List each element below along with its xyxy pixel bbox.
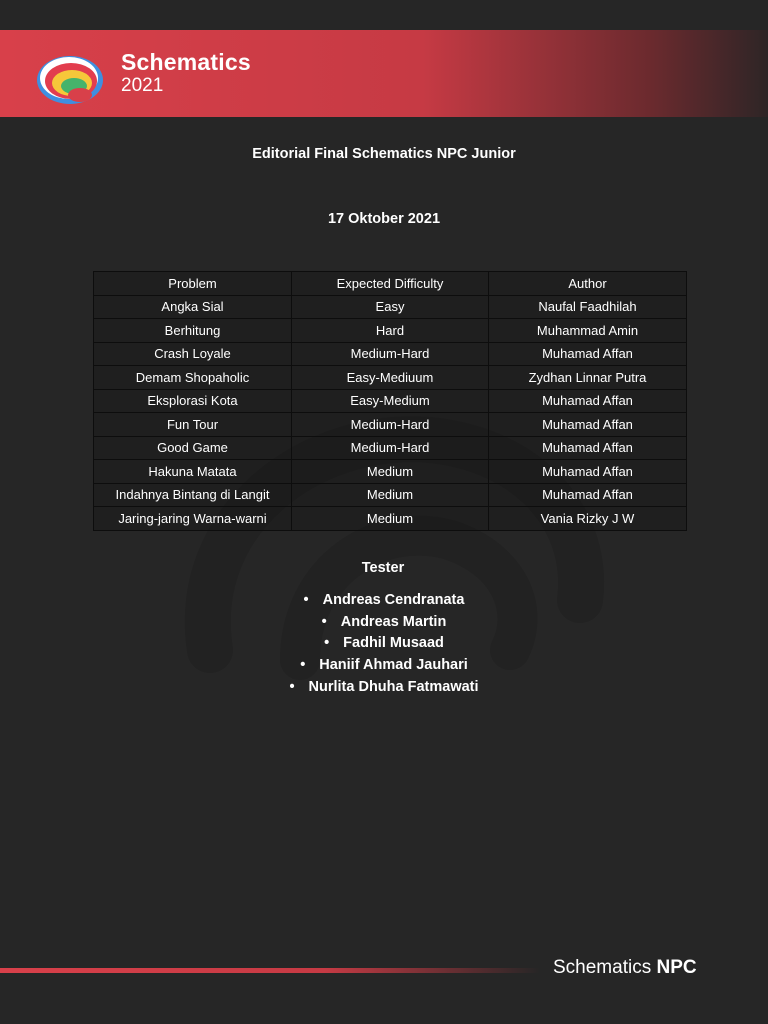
table-cell: Easy-Medium <box>292 389 489 413</box>
table-row <box>94 483 687 507</box>
table-cell: Eksplorasi Kota <box>94 389 292 413</box>
table-cell: Medium-Hard <box>292 413 489 437</box>
table-cell: Berhitung <box>94 319 292 343</box>
list-item: • Fadhil Musaad <box>0 633 768 655</box>
table-cell: Hakuna Matata <box>94 460 292 484</box>
table-cell: Vania Rizky J W <box>489 507 687 531</box>
table-cell: Muhammad Amin <box>489 319 687 343</box>
table-cell: Naufal Faadhilah <box>489 295 687 319</box>
tester-heading <box>0 560 768 576</box>
list-item: • Andreas Martin <box>0 612 768 634</box>
list-item: • Nurlita Dhuha Fatmawati <box>0 677 768 699</box>
table-cell: Medium-Hard <box>292 342 489 366</box>
table-cell: Medium <box>292 483 489 507</box>
table-cell: Easy <box>292 295 489 319</box>
footer-brand <box>553 957 697 979</box>
table-cell: Indahnya Bintang di Langit <box>94 483 292 507</box>
header-banner <box>0 30 768 117</box>
table-row <box>94 413 687 437</box>
table-cell: Muhamad Affan <box>489 483 687 507</box>
table-cell: Fun Tour <box>94 413 292 437</box>
column-header: Problem <box>94 272 292 296</box>
list-item: • Andreas Cendranata <box>0 590 768 612</box>
table-cell: Muhamad Affan <box>489 436 687 460</box>
brand-year: 2021 <box>121 75 164 96</box>
tester-list <box>0 590 768 698</box>
table-cell: Jaring-jaring Warna-warni <box>94 507 292 531</box>
table-cell: Easy-Mediuum <box>292 366 489 390</box>
footer-brand-regular: Schematics <box>553 957 652 978</box>
footer-brand-bold: NPC <box>656 957 697 978</box>
document-date: 17 Oktober 2021 <box>327 211 441 227</box>
column-header: Expected Difficulty <box>292 272 489 296</box>
table-cell: Crash Loyale <box>94 342 292 366</box>
table-row <box>94 319 687 343</box>
table-cell: Muhamad Affan <box>489 460 687 484</box>
table-cell: Muhamad Affan <box>489 342 687 366</box>
table-header-row <box>94 272 687 296</box>
tester-heading-text: Tester <box>361 560 405 576</box>
list-item: • Haniif Ahmad Jauhari <box>0 655 768 677</box>
column-header: Author <box>489 272 687 296</box>
table-cell: Angka Sial <box>94 295 292 319</box>
table-row <box>94 389 687 413</box>
table-cell: Demam Shopaholic <box>94 366 292 390</box>
problems-table <box>93 271 687 531</box>
table-cell: Good Game <box>94 436 292 460</box>
table-cell: Medium <box>292 507 489 531</box>
brand-name: Schematics <box>121 49 251 75</box>
table-row <box>94 507 687 531</box>
table-cell: Medium-Hard <box>292 436 489 460</box>
table-row <box>94 366 687 390</box>
table-row <box>94 460 687 484</box>
schematics-logo-icon <box>34 45 112 107</box>
table-cell: Zydhan Linnar Putra <box>489 366 687 390</box>
table-row <box>94 342 687 366</box>
footer-accent-line <box>0 968 540 973</box>
table-cell: Hard <box>292 319 489 343</box>
table-row <box>94 436 687 460</box>
table-cell: Muhamad Affan <box>489 389 687 413</box>
table-cell: Muhamad Affan <box>489 413 687 437</box>
table-cell: Medium <box>292 460 489 484</box>
table-row <box>94 295 687 319</box>
document-title: Editorial Final Schematics NPC Junior <box>252 146 516 162</box>
